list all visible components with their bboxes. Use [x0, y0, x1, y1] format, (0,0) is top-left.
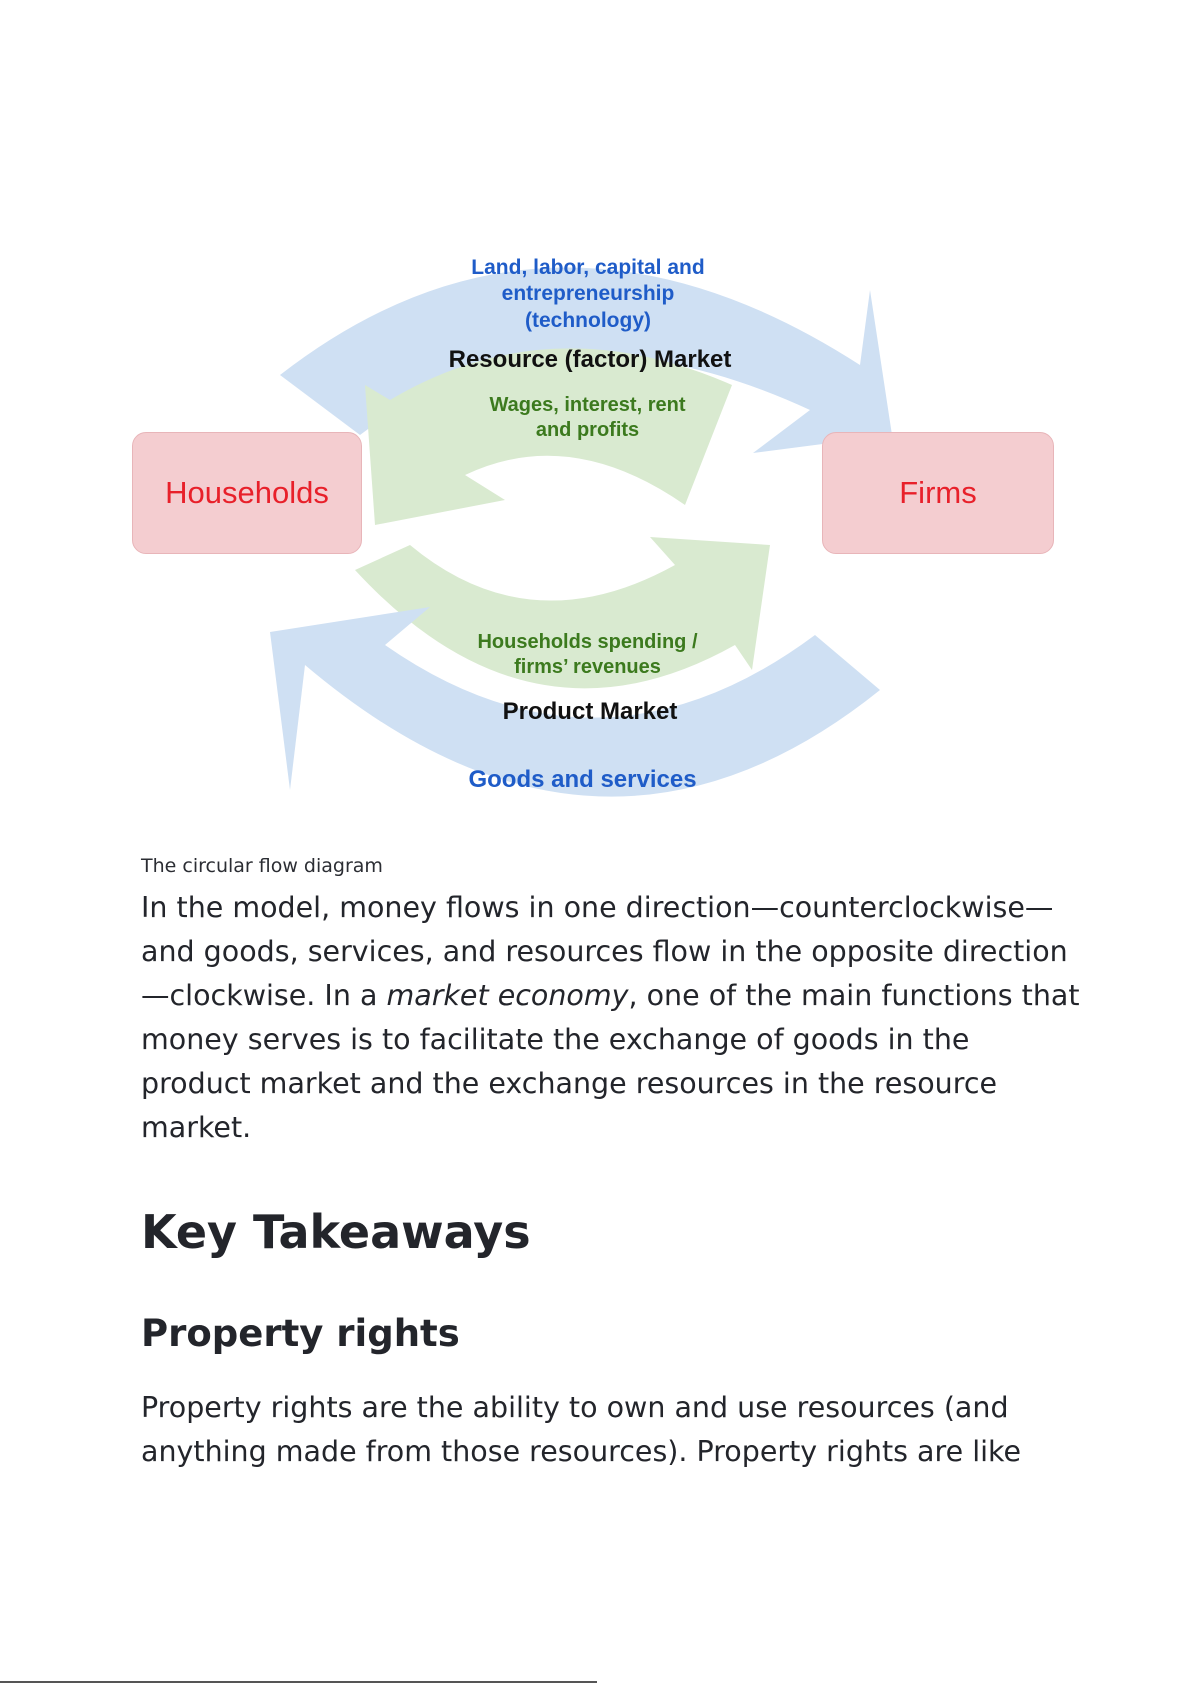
resource-market-label: Resource (factor) Market: [448, 346, 732, 373]
product-market-label: Product Market: [502, 698, 678, 725]
body-paragraph-1: [141, 886, 1081, 1150]
households-label: Households: [165, 475, 329, 510]
goods-flow-label: Goods and services: [468, 766, 697, 793]
para1-text-end: , one of the main functions that money serves is to facilitate the exchange of goods in the product market and the exchange resources in the resource market.: [141, 979, 1080, 1144]
firms-box: [822, 432, 1054, 554]
circular-flow-diagram: [130, 225, 1065, 855]
firms-label: Firms: [899, 475, 977, 510]
para1-emphasis: market economy: [386, 979, 629, 1012]
product-payments-label: Households spending / firms’ revenues: [477, 631, 698, 678]
section-heading: Key Takeaways: [141, 1205, 531, 1259]
resource-inputs-label: Land, labor, capital and entrepreneurship (technology): [471, 256, 705, 332]
body-paragraph-2: Property rights are the ability to own and use resources (and anything made from those resources). Property rights are like: [141, 1391, 1022, 1468]
para1-text-start: In the model, money flows in one direction—counterclockwise—and goods, services, and resources flow in the opposite direction—clockwise. In a: [141, 891, 1068, 1012]
subsection-heading: Property rights: [141, 1312, 460, 1355]
households-box: [132, 432, 362, 554]
figure-caption: The circular flow diagram: [141, 855, 383, 877]
resource-payments-label: Wages, interest, rent and profits: [489, 394, 686, 441]
footer-divider: [0, 1681, 597, 1683]
